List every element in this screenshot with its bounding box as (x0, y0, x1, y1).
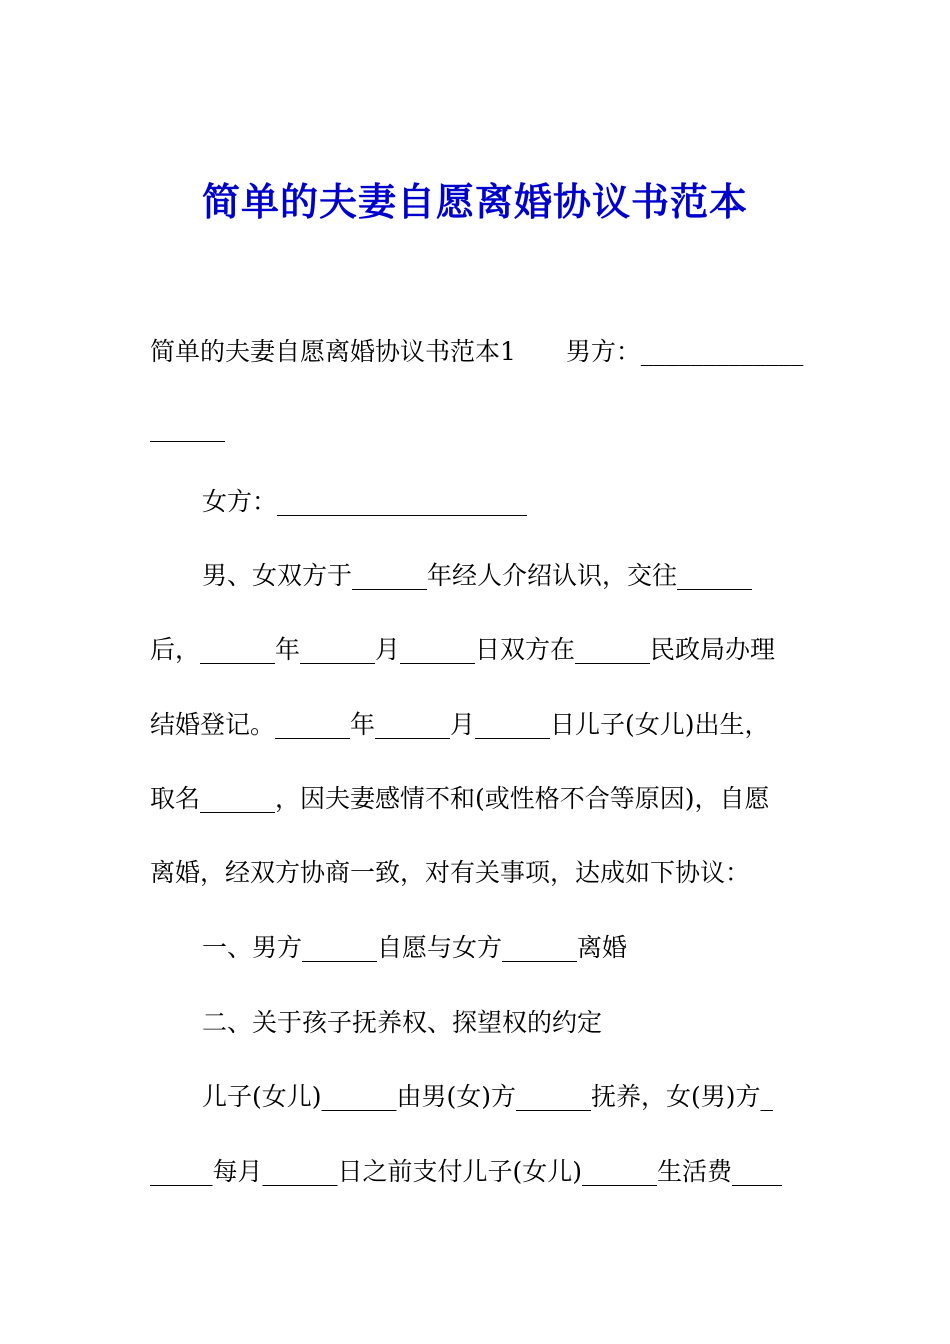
document-title: 简单的夫妻自愿离婚协议书范本 (201, 179, 748, 224)
paragraph-line: _____每月______日之前支付儿子(女儿)______生活费____ (150, 1157, 783, 1186)
paragraph-line: 儿子(女儿)______由男(女)方______抚养，女(男)方_ (202, 1082, 774, 1111)
paragraph-line: 离婚，经双方协商一致，对有关事项，达成如下协议： (150, 858, 751, 887)
paragraph-line: 男、女双方于______年经人介绍认识，交往______ (202, 561, 753, 590)
paragraph-line: 二、关于孩子抚养权、探望权的约定 (202, 1008, 603, 1037)
paragraph-line: 取名______，因夫妻感情不和(或性格不合等原因)，自愿 (150, 784, 770, 813)
paragraph-line: 结婚登记。______年______月______日儿子(女儿)出生， (150, 710, 770, 739)
paragraph-line: 后，______年______月______日双方在______民政局办理 (150, 635, 776, 664)
paragraph-line: 一、男方______自愿与女方______离婚 (202, 933, 628, 962)
paragraph-line: 女方：____________________ (202, 487, 528, 516)
paragraph-line: ______ (150, 413, 225, 442)
paragraph-line: 简单的夫妻自愿离婚协议书范本1 男方：_____________ (150, 337, 804, 366)
